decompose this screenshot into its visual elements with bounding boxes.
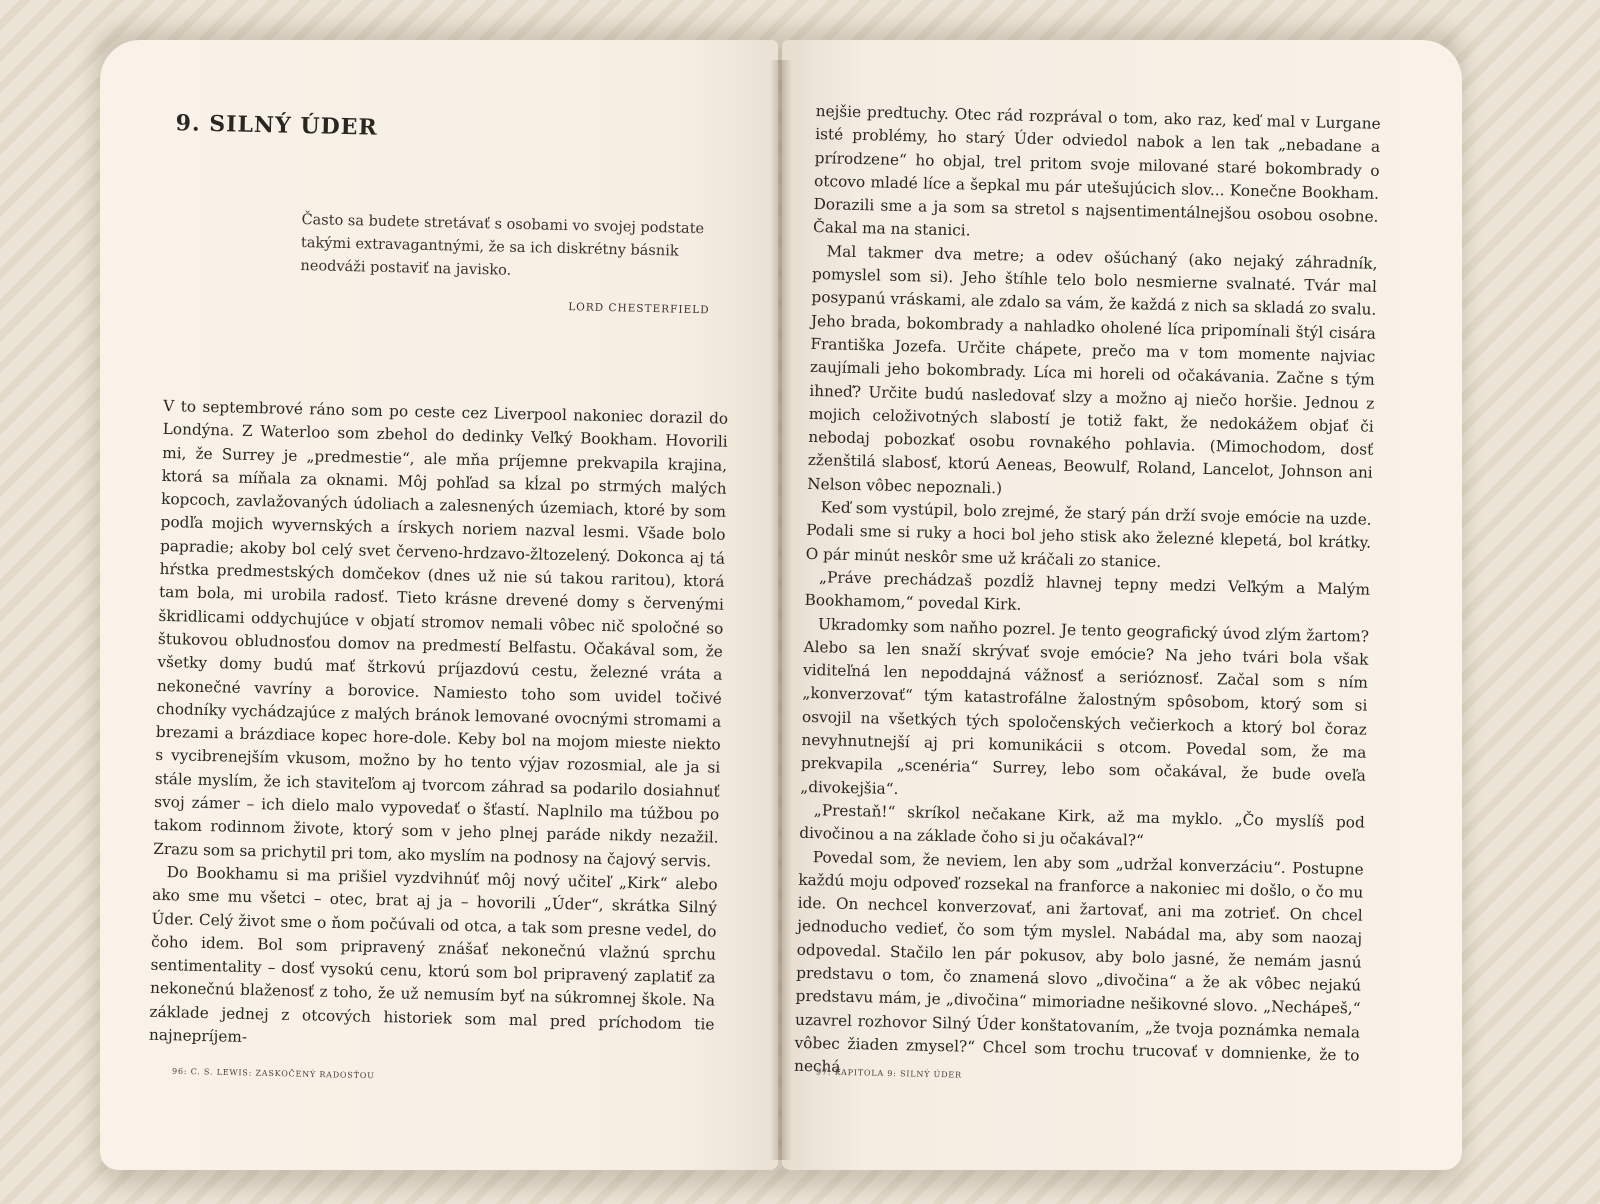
- right-page-body: [794, 100, 1381, 1091]
- paragraph: Ukradomky som naňho pozrel. Je tento geografický úvod zlým žartom? Alebo sa len snaží skrývať svoje emócie? Na jeho tvári bola však viditeľná len nepoddajná vážnosť a serióznosť. Začal som s ním „konverzovať“ tým katastrofálne žalostným spôsobom, ktorý som si osvojil na všetkých tých spoločenských večierkoch a ktorý bol čoraz nevyhnutnejší aj pri komunikácii s otcom. Povedal som, že ma prekvapila „scenéria“ Surrey, lebo som očakával, že bude oveľa „divokejšia“.: [800, 614, 1370, 798]
- paragraph: Keď som vystúpil, bolo zrejmé, že starý pán drží svoje emócie na uzde. Podali sme si ruky a hoci bol jeho stisk ako železné klepetá, bol krátky. O pár minút neskôr sme už kráčali zo stanice.: [805, 498, 1372, 571]
- left-page: [100, 40, 778, 1170]
- left-page-body: [149, 395, 729, 1060]
- right-page-footer: 97: KAPITOLA 9: SILNÝ ÚDER: [815, 1067, 962, 1080]
- book-gutter: [770, 60, 792, 1160]
- epigraph-text: Často sa budete stretávať s osobami vo svojej podstate takými extravagantnými, že sa ich diskrétny básnik neodváži postaviť na javisko.: [300, 212, 705, 279]
- paragraph: nejšie predtuchy. Otec rád rozprával o tom, ako raz, keď mal v Lurgane isté problémy, ho starý Úder odviedol nabok a len tak „nebadane a prírodzene“ ho objal, trel pritom svoje milované staré bokombrady o otcovo mladé líce a šepkal mu pár utešujúcich slov... Konečne Bookham. Dorazili sme a ja som sa stretol s najsentimentálnejšou osobou osobne. Čakal ma na stanici.: [812, 101, 1381, 241]
- paragraph: „Prestaň!“ skríkol nečakane Kirk, až ma myklo. „Čo myslíš pod divočinou a na základe čoho si ju očakával?“: [799, 801, 1365, 850]
- left-page-footer: 96: C. S. LEWIS: ZASKOČENÝ RADOSŤOU: [171, 1066, 375, 1081]
- epigraph: [299, 209, 711, 322]
- right-page: [782, 40, 1462, 1170]
- epigraph-author: LORD CHESTERFIELD: [568, 301, 710, 317]
- paragraph: Povedal som, že neviem, len aby som „udržal konverzáciu“. Postupne každú moju odpoveď rozsekal na franforce a nakoniec mi došlo, o čo mu ide. On nechcel konverzovať, ani žartovať, ani ma zotrieť. On chcel jednoducho vedieť, čo som tým myslel. Nabádal ma, aby som naozaj odpovedal. Stačilo len pár pokusov, aby bolo jasné, že nemám jasnú predstavu o tom, čo znamená slovo „divočina“ a že ak vôbec nejakú predstavu mám, je „divočina“ mimoriadne nešikovné slovo. „Nechápeš,“ uzavrel rozhovor Silný Úder konštatovaním, „že tvoja poznámka nemala vôbec žiaden zmysel?“ Chcel som trochu trucovať v domnienke, že to nechá: [793, 847, 1364, 1076]
- paragraph: V to septembrové ráno som po ceste cez Liverpool nakoniec dorazil do Londýna. Z Waterloo som zbehol do dedinky Veľký Bookham. Hovorili mi, že Surrey je „predmestie“, ale mňa príjemne prekvapila krajina, ktorá sa míňala za oknami. Môj pohľad sa kĺzal po strmých malých kopcoch, zavlažovaných údoliach a zalesnených územiach, ktoré by som podľa mojich wyvernských a írskych noriem nazval lesmi. Všade bolo papradie; akoby bol celý svet červeno-hrdzavo-žltozelený. Dokonca aj tá hŕstka predmestských domčekov (dnes už nie sú takou raritou), ktorá tam bola, mi urobila radosť. Tieto krásne drevené domy s červenými škridlicami oddychujúce v objatí stromov nemali vôbec nič spoločné so štukovou obludnosťou domov na predmestí Belfastu. Očakával som, že všetky domy budú mať štrkovú príjazdovú cestu, železné vráta a nekonečné vavríny a borovice. Namiesto toho som uvidel točivé chodníky vychádzajúce z malých bránok lemované ovocnými stromami a brezami a brázdiace kopec hore-dole. Keby bol na mojom mieste niekto s vycibrenejším vkusom, možno by ho tento výjav rozosmial, ale ja si stále myslím, že ich staviteľom aj tvorcom záhrad sa podarilo dosiahnuť svoj zámer – ich dielo malo vypovedať o šťastí. Naplnilo ma túžbou po takom rodinnom živote, ktorý som v jeho plnej paráde nikdy nezažil. Zrazu som sa prichytil pri tom, ako myslím na podnosy na čajový servis.: [153, 396, 729, 871]
- paragraph: Mal takmer dva metre; a odev ošúchaný (ako nejaký záhradník, pomyslel som si). Jeho štíhle telo bolo nesmierne svalnaté. Tvár mal posypanú vráskami, ale zdalo sa vám, že každá z nich sa skladá zo svalu. Jeho brada, bokombrady a nahladko oholené líca pripomínali štýl cisára Františka Jozefa. Určite chápete, prečo ma v tom momente najviac zaujímali jeho bokombrady. Líca mi horeli od očakávania. Začne s tým ihneď? Určite budú nasledovať slzy a možno aj niečo horšie. Jednou z mojich celoživotných slabostí je totiž fakt, že nedokážem objať či nebodaj pobozkať osobu rovnakého pohlavia. (Mimochodom, dosť zženštilá slabosť, ktorú Aeneas, Beowulf, Roland, Lancelot, Johnson ani Nelson vôbec nepoznali.): [807, 242, 1378, 498]
- left-page-content: [149, 110, 735, 1060]
- paragraph: „Práve prechádzaš pozdĺž hlavnej tepny medzi Veľkým a Malým Bookhamom,“ povedal Kirk.: [804, 568, 1371, 615]
- paragraph: Do Bookhamu si ma prišiel vyzdvihnúť môj nový učiteľ „Kirk“ alebo ako sme mu všetci – otec, brat aj ja – hovorili „Úder“, skrátka Silný Úder. Celý život sme o ňom počúvali od otca, a tak som presne vedel, do čoho idem. Bol som pripravený znášať nekonečnú vlažnú sprchu sentimentality – dosť vysokú cenu, ktorú som bol pripravený zaplatiť za nekonečnú blaženosť z toho, že už nemusím byť na súkromnej škole. Na základe jednej z otcových historiek som mal pred príchodom tie najnepríjem-: [148, 863, 718, 1047]
- chapter-title: 9. SILNÝ ÚDER: [175, 110, 379, 141]
